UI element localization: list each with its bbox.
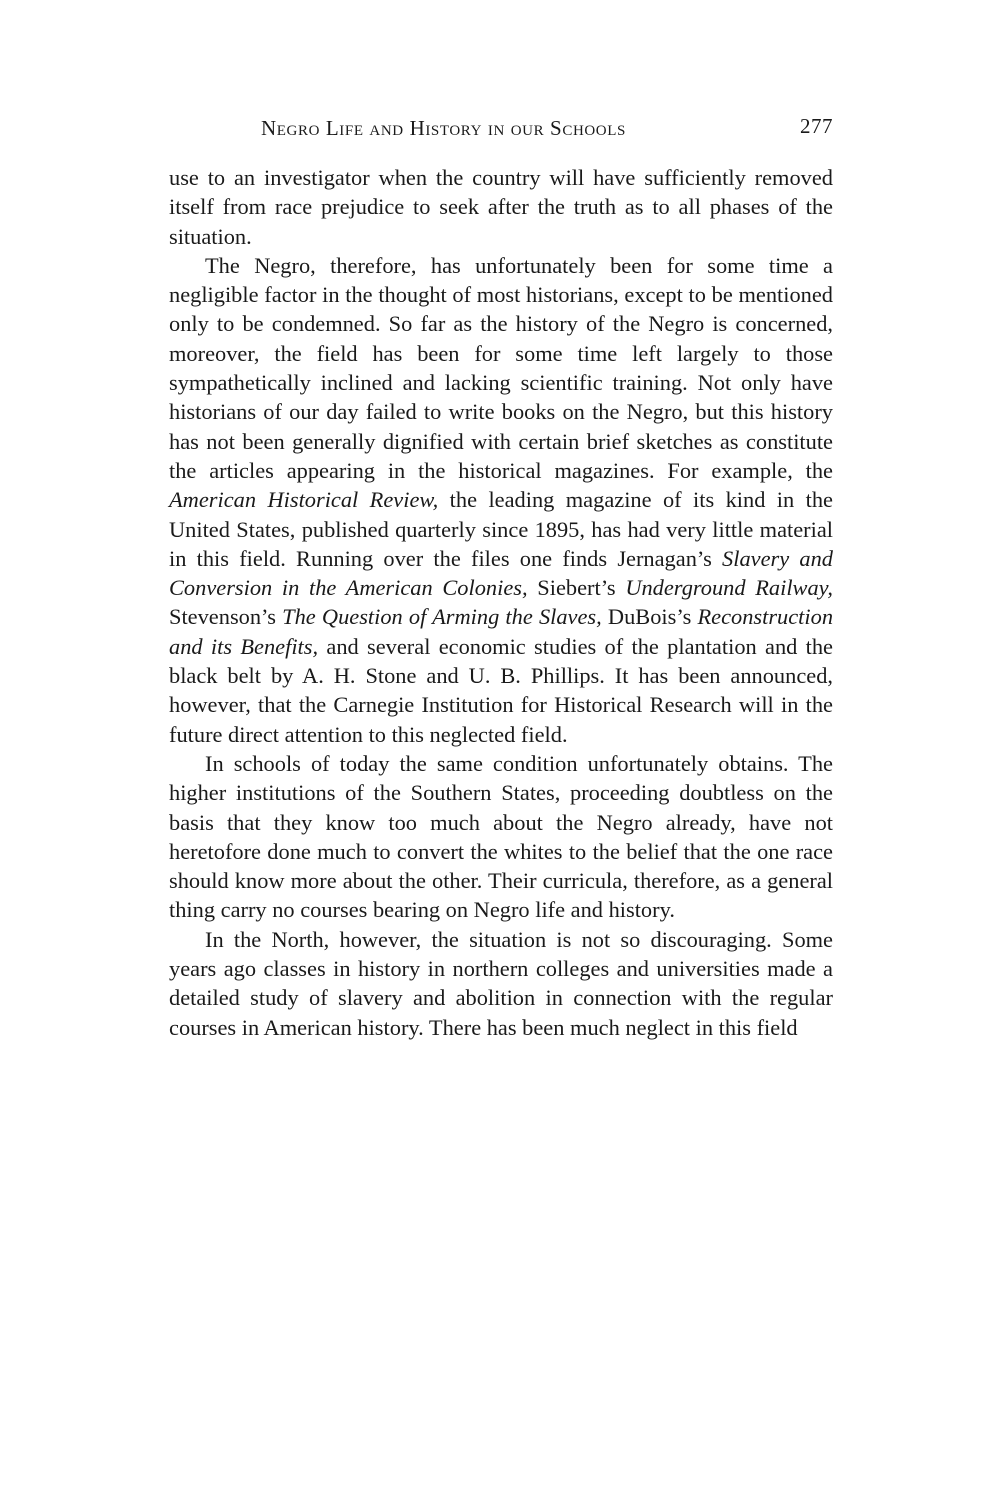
paragraph-text: In schools of today the same condition unfortunately obtains. The higher institutions of the Southern States, proceeding doubtless on the basis that they know too much about the Negro already, have not heretofore done much to convert the whites to the belief that the one race should know more about the other. Their curricula, therefore, as a general thing carry no courses bearing on Negro life and history. xyxy=(169,750,833,923)
paragraph-text: The Negro, therefore, has unfortunately been for some time a negligible factor in the thought of most historians, except to be mentioned only to be condemned. So far as the history of the Negro is concerned, moreover, the field has been for some time left largely to those sympathetically inclined and lacking scientific training. Not only have historians of our day failed to write books on the Negro, but this history has not been generally dignified with certain brief sketches as constitute the articles appearing in the historical magazines. For example, the xyxy=(169,252,833,483)
article-title: The Question of Arming the Slaves, xyxy=(282,604,602,630)
paragraph-text: use to an investigator when the country will have sufficiently removed itself from race prejudice to seek after the truth as to all phases of the situation. xyxy=(169,165,833,249)
paragraph-text: Stevenson’s xyxy=(169,604,283,630)
book-page xyxy=(169,108,833,1042)
paragraph-text: the leading magazine of its kind in the United States, published quarterly since 1895, has had very little material in this field. Running over the files one finds Jernagan’s xyxy=(169,487,833,571)
paragraph-text: and several economic studies of the plantation and the black belt by A. H. Stone and U. B. Phillips. It has been announced, however, that the Carnegie Institution for Historical Research will in the future direct attention to this neglected field. xyxy=(169,633,833,747)
article-title: Underground Railway, xyxy=(625,575,833,601)
running-title: Negro Life and History in our Schools xyxy=(261,116,626,140)
paragraph-4 xyxy=(169,925,833,1042)
paragraph-text: DuBois’s xyxy=(601,604,698,630)
running-head xyxy=(169,108,833,148)
paragraph-text: In the North, however, the situation is not so discouraging. Some years ago classes in history in northern colleges and universities made a detailed study of slavery and abolition in connection with the regular courses in American history. There has been much neglect in this field xyxy=(169,926,833,1040)
article-title: Slavery and Conversion in the American Colonies, xyxy=(169,545,833,601)
body-text xyxy=(169,163,833,1042)
paragraph-2 xyxy=(169,251,833,749)
page-number: 277 xyxy=(800,114,833,138)
paragraph-3 xyxy=(169,749,833,925)
paragraph-text: Siebert’s xyxy=(527,575,626,601)
paragraph-1 xyxy=(169,163,833,251)
article-title: Reconstruction and its Benefits, xyxy=(169,604,834,659)
journal-title: American Historical Review, xyxy=(169,487,439,513)
